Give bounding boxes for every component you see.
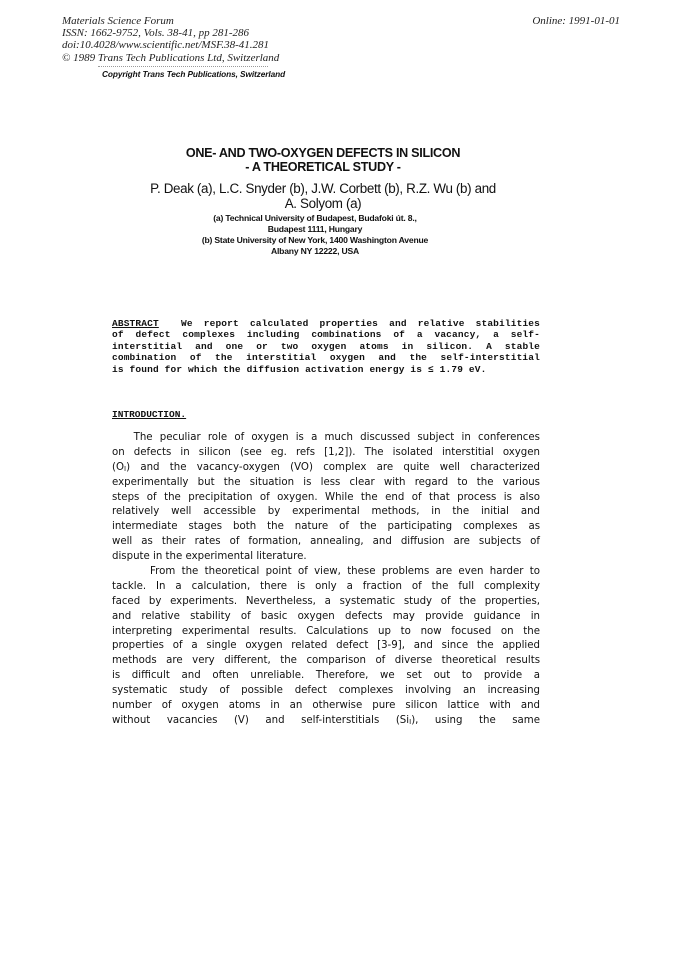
body-line: is difficult and often unreliable. Therefore, we set out to provide a	[112, 670, 540, 682]
affiliation-line: (b) State University of New York, 1400 Washington Avenue	[201, 235, 429, 245]
body-line: The peculiar role of oxygen is a much discussed subject in conferences	[112, 432, 540, 443]
online-date: Online: 1991-01-01	[532, 15, 620, 27]
paper-title-line-1: ONE- AND TWO-OXYGEN DEFECTS IN SILICON	[185, 146, 461, 160]
affiliation-line: (a) Technical University of Budapest, Budafoki út. 8.,	[213, 213, 417, 223]
body-line: interpreting experimental results. Calculations up to now focused on the	[112, 625, 540, 637]
citation-block	[62, 15, 279, 64]
abstract-line: ABSTRACT We report calculated properties and relative stabilities	[112, 318, 540, 329]
copyright-notice: Copyright Trans Tech Publications, Switzerland	[102, 69, 286, 79]
issn-line: ISSN: 1662-9752, Vols. 38-41, pp 281-286	[62, 27, 249, 40]
affiliation-line: Albany NY 12222, USA	[270, 246, 360, 256]
doi-line: doi:10.4028/www.scientific.net/MSF.38-41.281	[62, 39, 270, 52]
body-line: tackle. In a calculation, there is only a fraction of the full complexity	[112, 580, 540, 592]
body-line: steps of the precipitation of oxygen. While the end of that process is also	[112, 491, 540, 503]
body-line: methods are very different, the comparison of diverse theoretical results	[112, 655, 540, 667]
body-line: systematic study of possible defect complexes involving an increasing	[112, 685, 540, 697]
body-line: experimentally but the situation is less clear with regard to the various	[112, 476, 540, 488]
body-line: number of oxygen atoms in an otherwise pure silicon lattice with and	[112, 700, 540, 712]
header-divider	[98, 66, 268, 68]
abstract-line: combination of the interstitial oxygen and the self-interstitial	[112, 352, 540, 364]
body-line: dispute in the experimental literature.	[112, 551, 307, 563]
abstract-line: is found for which the diffusion activation energy is ≤ 1.79 eV.	[112, 363, 487, 375]
journal-name: Materials Science Forum	[62, 15, 174, 27]
body-line: intermediate stages both the nature of the participating complexes as	[112, 521, 540, 533]
body-line: From the theoretical point of view, these problems are even harder to	[112, 566, 540, 578]
paper-title-line-2: - A THEORETICAL STUDY -	[245, 160, 401, 174]
body-line: faced by experiments. Nevertheless, a systematic study of the properties,	[112, 595, 540, 607]
body-line: on defects in silicon (see eg. refs [1,2]). The isolated interstitial oxygen	[112, 446, 540, 458]
authors-line-2: A. Solyom (a)	[284, 196, 362, 211]
section-heading-introduction: INTRODUCTION.	[112, 409, 187, 420]
publisher-line: © 1989 Trans Tech Publications Ltd, Switzerland	[62, 51, 280, 64]
subscript: I	[409, 717, 412, 726]
body-line: and relative stability of basic oxygen defects may provide guidance in	[112, 610, 540, 622]
abstract	[112, 318, 540, 375]
body-line: (OI) and the vacancy-oxygen (VO) complex are quite well characterized	[112, 461, 540, 473]
abstract-line: interstitial and one or two oxygen atoms in silicon. A stable	[112, 340, 540, 352]
abstract-heading: ABSTRACT	[112, 318, 159, 329]
authors-line-1: P. Deak (a), L.C. Snyder (b), J.W. Corbett (b), R.Z. Wu (b) and	[150, 181, 496, 196]
body-line: without vacancies (V) and self-interstitials (SiI), using the same	[112, 714, 540, 726]
introduction-body	[112, 431, 540, 729]
subscript: I	[124, 464, 127, 473]
abstract-line: of defect complexes including combinations of a vacancy, a self-	[112, 329, 540, 341]
affiliation-line: Budapest 1111, Hungary	[267, 224, 363, 234]
body-line: properties of a single oxygen related defect [3-9], and since the applied	[112, 640, 540, 652]
body-line: relatively well accessible by experimental methods, in the initial and	[112, 506, 540, 518]
body-line: well as their rates of formation, annealing, and diffusion are subjects of	[112, 536, 540, 548]
